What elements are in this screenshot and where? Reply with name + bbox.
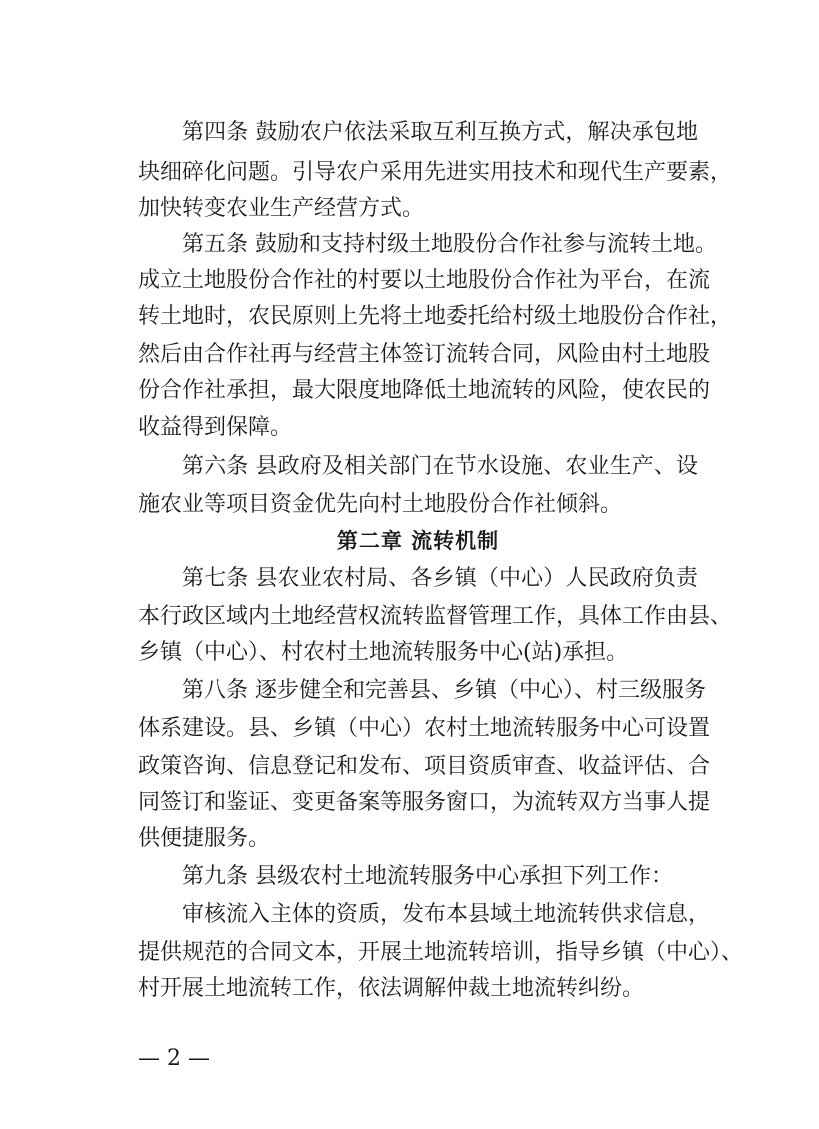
chapter-2-title: 第二章 流转机制 xyxy=(336,529,500,553)
article-7-line-3: 乡镇（中心）、村农村土地流转服务中心(站)承担。 xyxy=(138,640,629,665)
article-5-line-6: 收益得到保障。 xyxy=(138,415,293,440)
article-4-line-3: 加快转变农业生产经营方式。 xyxy=(138,196,425,221)
article-4-line-2: 块细碎化问题。引导农户采用先进实用技术和现代生产要素， xyxy=(138,160,733,185)
article-9-line-3: 提供规范的合同文本，开展土地流转培训，指导乡镇（中心）、 xyxy=(138,940,744,965)
article-8-line-5: 供便捷服务。 xyxy=(138,826,271,851)
article-7-line-2: 本行政区域内土地经营权流转监督管理工作，具体工作由县、 xyxy=(138,604,733,629)
article-6-line-2: 施农业等项目资金优先向村土地股份合作社倾斜。 xyxy=(138,492,623,517)
article-8-line-2: 体系建设。县、乡镇（中心）农村土地流转服务中心可设置 xyxy=(138,716,711,741)
article-5-line-3: 转土地时，农民原则上先将土地委托给村级土地股份合作社， xyxy=(138,304,733,329)
article-8-line-4: 同签订和鉴证、变更备案等服务窗口，为流转双方当事人提 xyxy=(138,790,711,815)
article-9-line-2: 审核流入主体的资质，发布本县域土地流转供求信息， xyxy=(182,902,711,927)
article-9-line-4: 村开展土地流转工作，依法调解仲裁土地流转纠纷。 xyxy=(138,976,645,1001)
article-4-line-1: 第四条 鼓励农户依法采取互利互换方式，解决承包地 xyxy=(182,120,698,145)
article-8-line-3: 政策咨询、信息登记和发布、项目资质审查、收益评估、合 xyxy=(138,754,711,779)
page-number: — 2 — xyxy=(138,1046,210,1071)
article-5-line-4: 然后由合作社再与经营主体签订流转合同，风险由村土地股 xyxy=(138,342,711,367)
article-5-line-2: 成立土地股份合作社的村要以土地股份合作社为平台，在流 xyxy=(138,268,711,293)
article-5-line-5: 份合作社承担，最大限度地降低土地流转的风险，使农民的 xyxy=(138,378,711,403)
article-8-line-1: 第八条 逐步健全和完善县、乡镇（中心）、村三级服务 xyxy=(182,678,706,703)
article-7-line-1: 第七条 县农业农村局、各乡镇（中心）人民政府负责 xyxy=(182,566,698,591)
article-5-line-1: 第五条 鼓励和支持村级土地股份合作社参与流转土地。 xyxy=(182,232,717,257)
article-6-line-1: 第六条 县政府及相关部门在节水设施、农业生产、设 xyxy=(182,454,698,479)
article-9-line-1: 第九条 县级农村土地流转服务中心承担下列工作： xyxy=(182,864,673,889)
